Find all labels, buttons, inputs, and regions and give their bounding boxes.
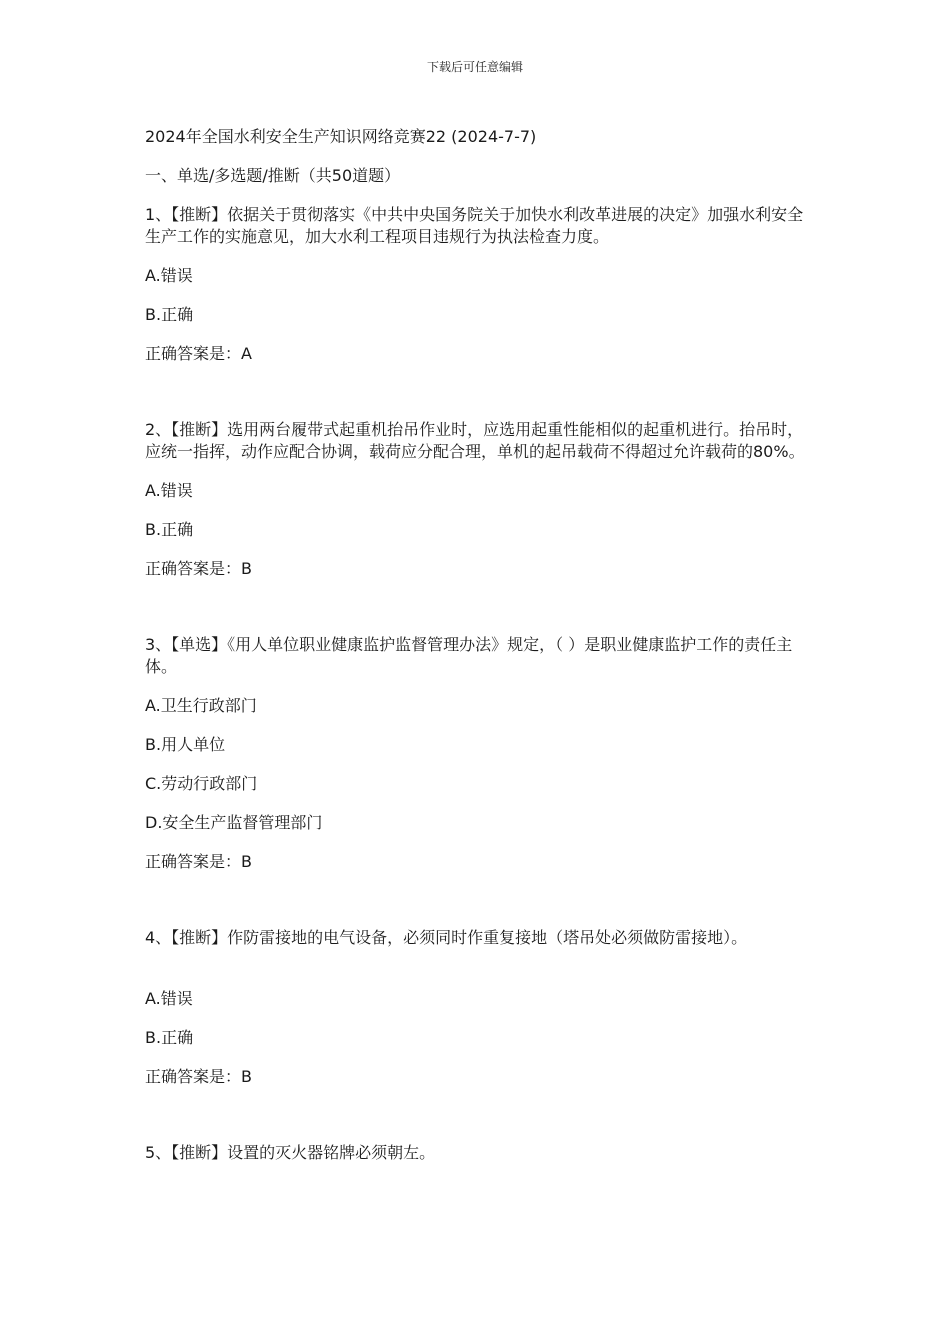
answer-line [145, 343, 815, 365]
answer-value: B [241, 1067, 252, 1086]
option-d: D.安全生产监督管理部门 [145, 813, 323, 832]
document-title: 2024年全国水利安全生产知识网络竞赛22 (2024-7-7) [145, 127, 537, 146]
question-text: 3、【单选】《用人单位职业健康监护监督管理办法》规定，（ ）是职业健康监护工作的责任主体。 [145, 635, 793, 676]
spacer [145, 382, 815, 419]
answer-line [145, 851, 815, 873]
option-b: B.用人单位 [145, 735, 226, 754]
spacer [145, 1105, 815, 1142]
option-b: B.正确 [145, 1028, 194, 1047]
question-block [145, 204, 815, 365]
option-a: A.错误 [145, 266, 193, 285]
spacer [145, 966, 815, 988]
answer-line [145, 1066, 815, 1088]
answer-prefix: 正确答案是： [145, 1067, 242, 1086]
question-text: 5、【推断】设置的灭火器铭牌必须朝左。 [145, 1143, 436, 1162]
question-block [145, 634, 815, 873]
question-block [145, 419, 815, 580]
question-block [145, 1142, 815, 1164]
spacer [145, 597, 815, 634]
answer-prefix: 正确答案是： [145, 559, 242, 578]
answer-value: B [241, 852, 252, 871]
question-block [145, 927, 815, 1088]
answer-prefix: 正确答案是： [145, 344, 242, 363]
document-body [145, 126, 815, 1181]
option-a: A.卫生行政部门 [145, 696, 257, 715]
answer-prefix: 正确答案是： [145, 852, 242, 871]
option-a: A.错误 [145, 989, 193, 1008]
question-text: 1、【推断】依据关于贯彻落实《中共中央国务院关于加快水利改革进展的决定》加强水利安全生产工作的实施意见，加大水利工程项目违规行为执法检查力度。 [145, 205, 804, 246]
option-a: A.错误 [145, 481, 193, 500]
answer-line [145, 558, 815, 580]
section-heading: 一、单选/多选题/推断（共50道题） [145, 166, 401, 185]
header-note: 下载后可任意编辑 [426, 60, 523, 74]
answer-value: A [241, 344, 252, 363]
spacer [145, 890, 815, 927]
option-c: C.劳动行政部门 [145, 774, 258, 793]
question-text: 4、【推断】作防雷接地的电气设备，必须同时作重复接地（塔吊处必须做防雷接地）。 [145, 928, 748, 947]
question-text: 2、【推断】选用两台履带式起重机抬吊作业时，应选用起重性能相似的起重机进行。抬吊时，应统一指挥，动作应配合协调，载荷应分配合理，单机的起吊载荷不得超过允许载荷的80%。 [145, 420, 805, 461]
answer-value: B [241, 559, 252, 578]
option-b: B.正确 [145, 305, 194, 324]
option-b: B.正确 [145, 520, 194, 539]
